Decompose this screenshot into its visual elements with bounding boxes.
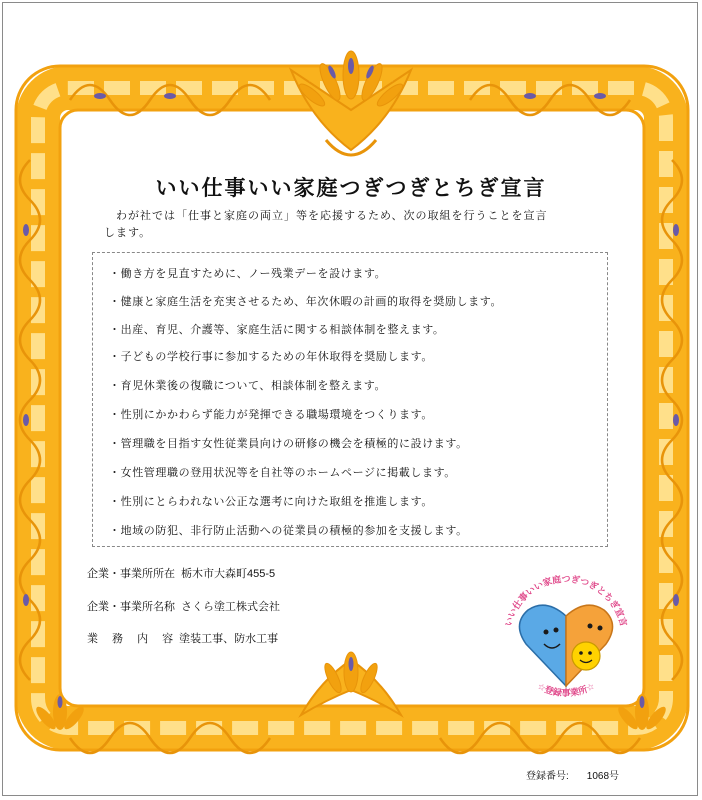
commitment-item: ・働き方を見直すために、ノー残業デーを設けます。: [109, 267, 387, 280]
commitment-item: ・性別にかかわらず能力が発揮できる職場環境をつくります。: [109, 408, 433, 421]
business-label: 業 務 内 容: [87, 633, 174, 645]
logo-arc-text: いい仕事いい家庭つぎつぎとちぎ宣言: [504, 575, 628, 628]
logo-eye: [579, 651, 583, 655]
commitment-item: ・管理職を目指す女性従業員向けの研修の機会を積極的に設けます。: [109, 437, 468, 450]
commitment-item: ・育児休業後の復職について、相談体制を整えます。: [109, 379, 387, 392]
logo-eye: [598, 626, 603, 631]
business-row: [87, 630, 278, 646]
certificate-title: いい仕事いい家庭つぎつぎとちぎ宣言: [155, 175, 547, 200]
logo-eye: [588, 624, 593, 629]
company-address-row: [87, 565, 275, 581]
company-name-value: さくら塗工株式会社: [181, 601, 280, 613]
intro-text: [104, 207, 614, 241]
address-label: 企業・事業所所在: [87, 568, 175, 580]
address-value: 栃木市大森町455-5: [181, 568, 276, 580]
registration-number: [526, 767, 619, 782]
registration-label: 登録番号:: [526, 771, 569, 782]
commitment-item: ・地域の防犯、非行防止活動への従業員の積極的参加を支援します。: [109, 524, 468, 537]
logo-bottom-text: ☆登録事業所☆: [535, 681, 597, 700]
commitment-item: ・出産、育児、介護等、家庭生活に関する相談体制を整えます。: [109, 323, 445, 336]
logo-eye: [554, 628, 559, 633]
heart-logo: [490, 560, 642, 710]
company-name-label: 企業・事業所名称: [87, 601, 175, 613]
business-value: 塗装工事、防水工事: [179, 633, 279, 645]
intro-line-2: します。: [104, 226, 152, 239]
intro-line-1: わが社では「仕事と家庭の両立」等を応援するため、次の取組を行うことを宣言: [116, 209, 548, 222]
logo-eye: [544, 630, 549, 635]
logo-eye: [588, 651, 592, 655]
commitment-item: ・性別にとらわれない公正な選考に向けた取組を推進します。: [109, 495, 433, 508]
company-name-row: [87, 598, 280, 614]
logo-child-face: [572, 642, 600, 670]
commitments-box: [92, 252, 608, 547]
commitment-item: ・子どもの学校行事に参加するための年休取得を奨励します。: [109, 350, 433, 363]
registration-value: 1068号: [586, 771, 620, 782]
commitment-item: ・女性管理職の登用状況等を自社等のホームページに掲載します。: [109, 466, 456, 479]
commitment-item: ・健康と家庭生活を充実させるため、年次休暇の計画的取得を奨励します。: [109, 295, 503, 308]
